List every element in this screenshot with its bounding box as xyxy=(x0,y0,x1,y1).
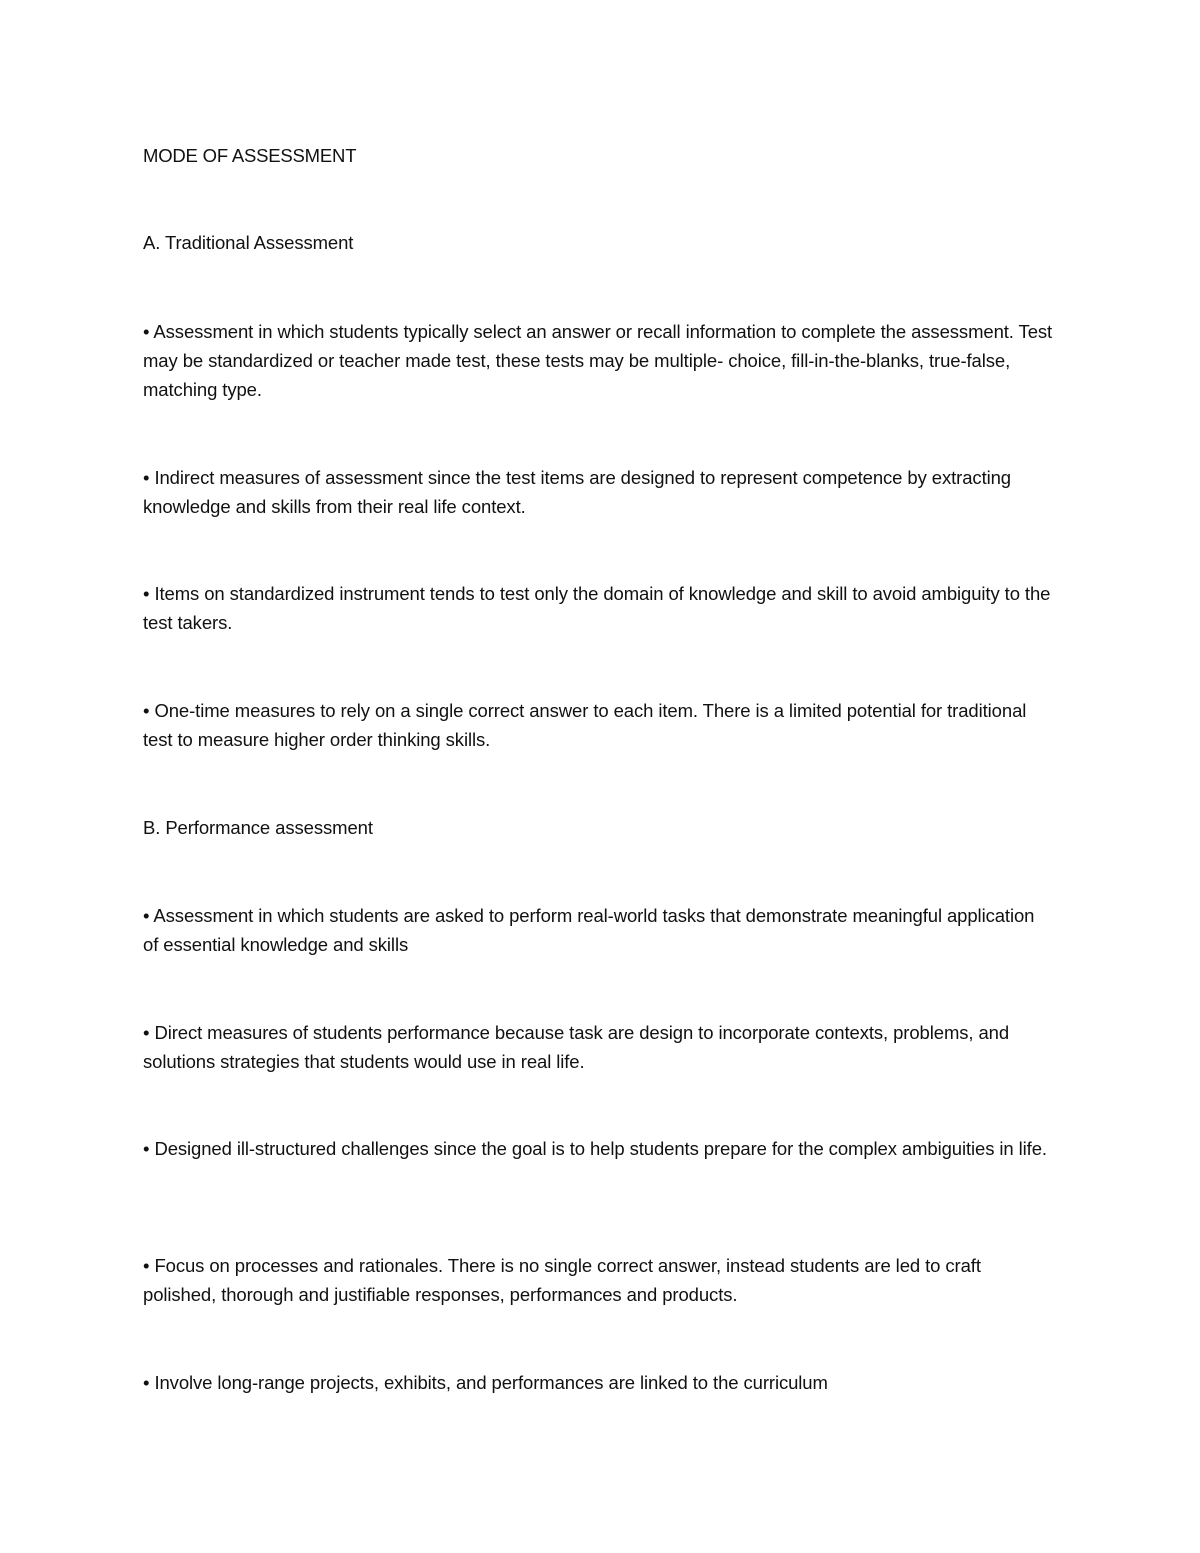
bullet-icon: • xyxy=(143,583,150,604)
document-title: MODE OF ASSESSMENT xyxy=(143,145,357,166)
list-item-text: Designed ill-structured challenges since the goal is to help students prepare for the complex ambiguities in life. xyxy=(154,1138,1047,1159)
list-item-text: Indirect measures of assessment since the test items are designed to represent competence by extracting knowledge and skills from their real life context. xyxy=(143,467,1011,517)
list-item-text: Direct measures of students performance because task are design to incorporate contexts, problems, and solutions strategies that students would use in real life. xyxy=(143,1022,1010,1072)
list-item xyxy=(143,317,1053,404)
bullet-icon: • xyxy=(143,1372,150,1393)
list-item xyxy=(143,463,1053,521)
list-item-text: Items on standardized instrument tends to test only the domain of knowledge and skill to avoid ambiguity to the test takers. xyxy=(143,583,1051,633)
list-item xyxy=(143,696,1053,754)
bullet-icon: • xyxy=(143,467,150,488)
list-item xyxy=(143,1134,1053,1163)
bullet-icon: • xyxy=(143,905,150,926)
bullet-icon: • xyxy=(143,1255,150,1276)
bullet-icon: • xyxy=(143,1022,150,1043)
bullet-icon: • xyxy=(143,1138,150,1159)
section-heading-traditional: A. Traditional Assessment xyxy=(143,232,354,253)
list-item-text: Assessment in which students are asked to perform real-world tasks that demonstrate meaningful application of essential knowledge and skills xyxy=(143,905,1035,955)
list-item-text: Focus on processes and rationales. There is no single correct answer, instead students are led to craft polished, thorough and justifiable responses, performances and products. xyxy=(143,1255,981,1305)
list-item-text: Assessment in which students typically select an answer or recall information to complete the assessment. Test may be standardized or teacher made test, these tests may be multiple- choice, fill-in-the-blanks, true-false, matching type. xyxy=(143,321,1053,400)
list-item-text: One-time measures to rely on a single correct answer to each item. There is a limited potential for traditional test to measure higher order thinking skills. xyxy=(143,700,1027,750)
list-item xyxy=(143,1368,1053,1397)
list-item-text: Involve long-range projects, exhibits, and performances are linked to the curriculum xyxy=(154,1372,828,1393)
list-item xyxy=(143,1018,1053,1076)
list-item xyxy=(143,1251,1053,1309)
bullet-icon: • xyxy=(143,700,150,721)
section-heading-performance: B. Performance assessment xyxy=(143,817,373,838)
list-item xyxy=(143,901,1053,959)
list-item xyxy=(143,579,1053,637)
bullet-icon: • xyxy=(143,321,150,342)
